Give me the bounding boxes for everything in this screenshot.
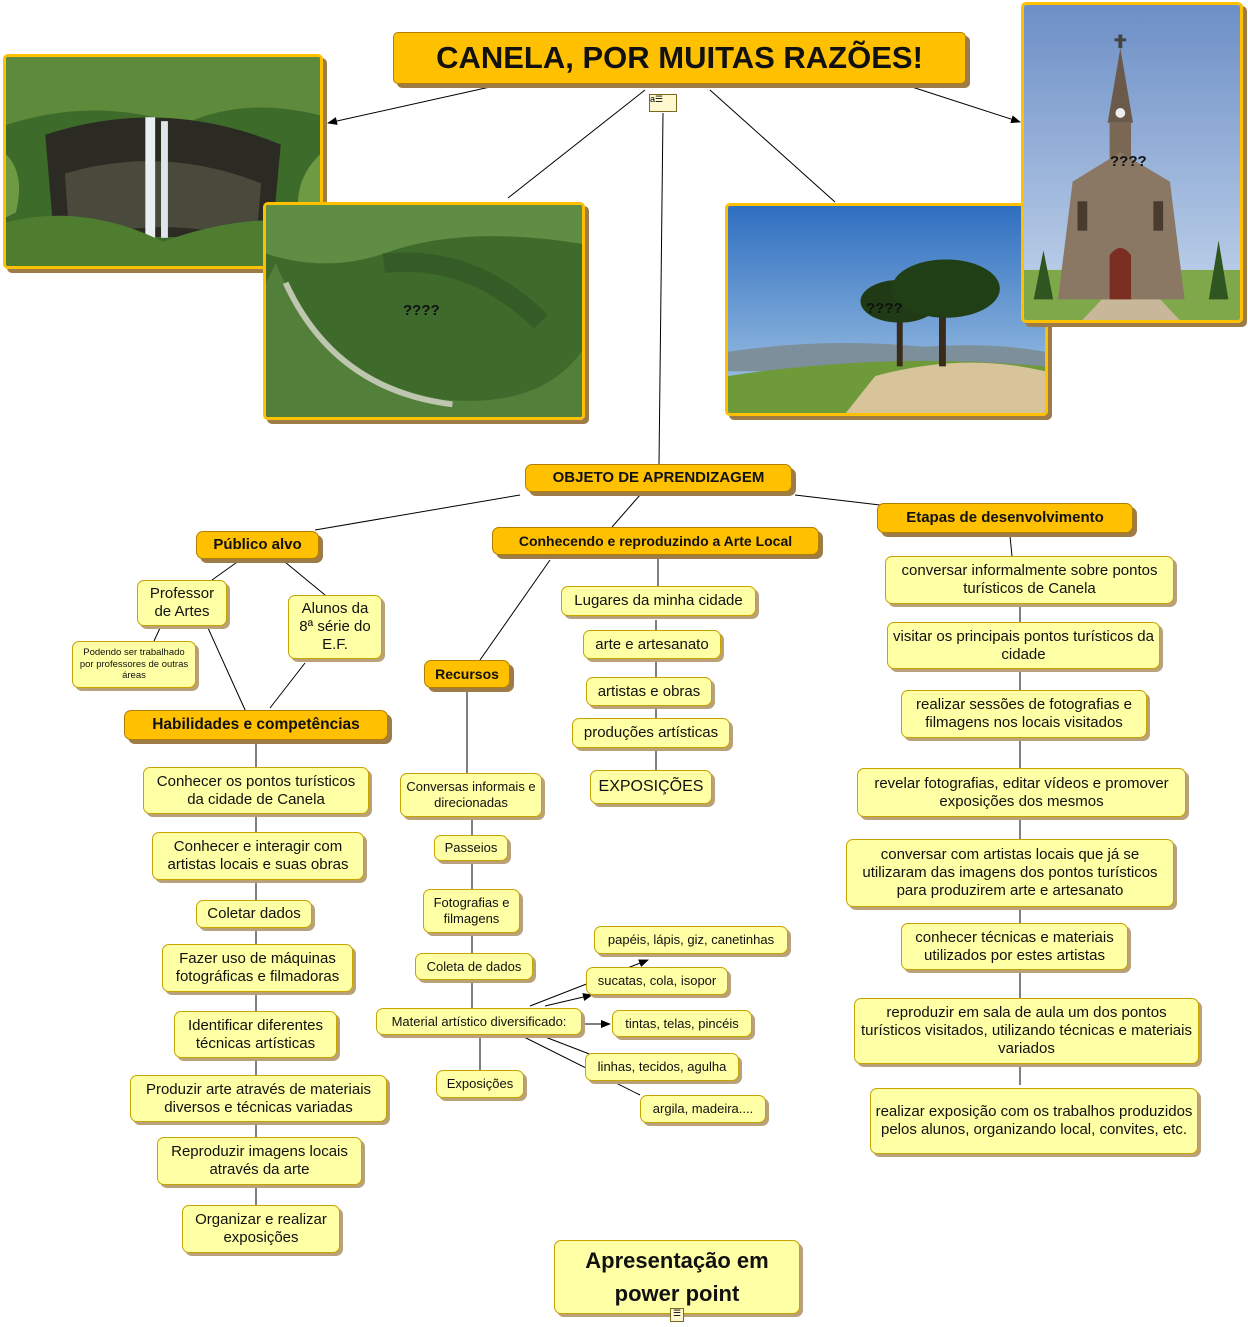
material-item-5[interactable]: argila, madeira.... [640, 1095, 766, 1123]
etapa-item-8[interactable]: realizar exposição com os trabalhos produzidos pelos alunos, organizando local, convites, etc. [870, 1088, 1198, 1154]
recurso-item-2[interactable]: Passeios [434, 835, 508, 861]
habilidade-item-3[interactable]: Coletar dados [196, 900, 312, 928]
material-item-2[interactable]: sucatas, cola, isopor [586, 967, 728, 995]
exposicoes-recurso-node[interactable]: Exposições [436, 1070, 524, 1098]
habilidade-item-8[interactable]: Organizar e realizar exposições [182, 1205, 340, 1253]
material-node[interactable]: Material artístico diversificado: [376, 1008, 582, 1035]
church-question-marks: ???? [1110, 153, 1147, 170]
alunos-node[interactable]: Alunos da 8ª série do E.F. [288, 595, 382, 659]
habilidade-item-7[interactable]: Reproduzir imagens locais através da arte [157, 1137, 362, 1185]
etapa-item-4[interactable]: revelar fotografias, editar vídeos e promover exposições dos mesmos [857, 768, 1186, 817]
habilidades-node[interactable]: Habilidades e competências [124, 710, 388, 740]
apresentacao-node[interactable]: Apresentação em power point [554, 1240, 800, 1314]
note-icon[interactable]: a☰ [649, 94, 677, 112]
material-item-1[interactable]: papéis, lápis, giz, canetinhas [594, 926, 788, 954]
publico-alvo-node[interactable]: Público alvo [196, 531, 319, 559]
tree-question-marks: ???? [866, 300, 903, 317]
etapas-node[interactable]: Etapas de desenvolvimento [877, 503, 1133, 533]
recurso-item-3[interactable]: Fotografias e filmagens [423, 889, 520, 933]
material-item-4[interactable]: linhas, tecidos, agulha [585, 1053, 739, 1081]
document-icon[interactable]: ☰ [670, 1308, 684, 1322]
recurso-item-1[interactable]: Conversas informais e direcionadas [400, 773, 542, 817]
recursos-node[interactable]: Recursos [424, 660, 510, 688]
habilidade-item-2[interactable]: Conhecer e interagir com artistas locais e suas obras [152, 832, 364, 880]
etapa-item-3[interactable]: realizar sessões de fotografias e filmagens nos locais visitados [901, 690, 1147, 738]
canyon-question-marks: ???? [403, 302, 440, 319]
etapa-item-5[interactable]: conversar com artistas locais que já se utilizaram das imagens dos pontos turísticos para produzirem arte e artesanato [846, 839, 1174, 907]
main-title[interactable]: CANELA, POR MUITAS RAZÕES! [393, 32, 966, 84]
material-item-3[interactable]: tintas, telas, pincéis [612, 1010, 752, 1037]
conhecendo-item-2[interactable]: artistas e obras [586, 677, 712, 706]
etapa-item-2[interactable]: visitar os principais pontos turísticos da cidade [887, 622, 1160, 669]
professor-node[interactable]: Professor de Artes [137, 580, 227, 626]
objeto-node[interactable]: OBJETO DE APRENDIZAGEM [525, 464, 792, 492]
habilidade-item-4[interactable]: Fazer uso de máquinas fotográficas e filmadoras [162, 944, 353, 992]
habilidade-item-6[interactable]: Produzir arte através de materiais diversos e técnicas variadas [130, 1075, 387, 1122]
lugares-node[interactable]: Lugares da minha cidade [561, 586, 756, 616]
recurso-item-4[interactable]: Coleta de dados [415, 953, 533, 980]
conhecendo-item-3[interactable]: produções artísticas [572, 718, 730, 748]
conhecendo-item-1[interactable]: arte e artesanato [583, 630, 721, 659]
conhecendo-node[interactable]: Conhecendo e reproduzindo a Arte Local [492, 527, 819, 555]
etapa-item-1[interactable]: conversar informalmente sobre pontos turísticos de Canela [885, 556, 1174, 604]
professor-note-node[interactable]: Podendo ser trabalhado por professores de outras áreas [72, 641, 196, 688]
etapa-item-7[interactable]: reproduzir em sala de aula um dos pontos turísticos visitados, utilizando técnicas e materiais variados [854, 998, 1199, 1064]
conhecendo-item-4[interactable]: EXPOSIÇÕES [590, 770, 712, 804]
habilidade-item-5[interactable]: Identificar diferentes técnicas artísticas [174, 1011, 337, 1058]
etapa-item-6[interactable]: conhecer técnicas e materiais utilizados por estes artistas [901, 923, 1128, 970]
habilidade-item-1[interactable]: Conhecer os pontos turísticos da cidade de Canela [143, 767, 369, 814]
